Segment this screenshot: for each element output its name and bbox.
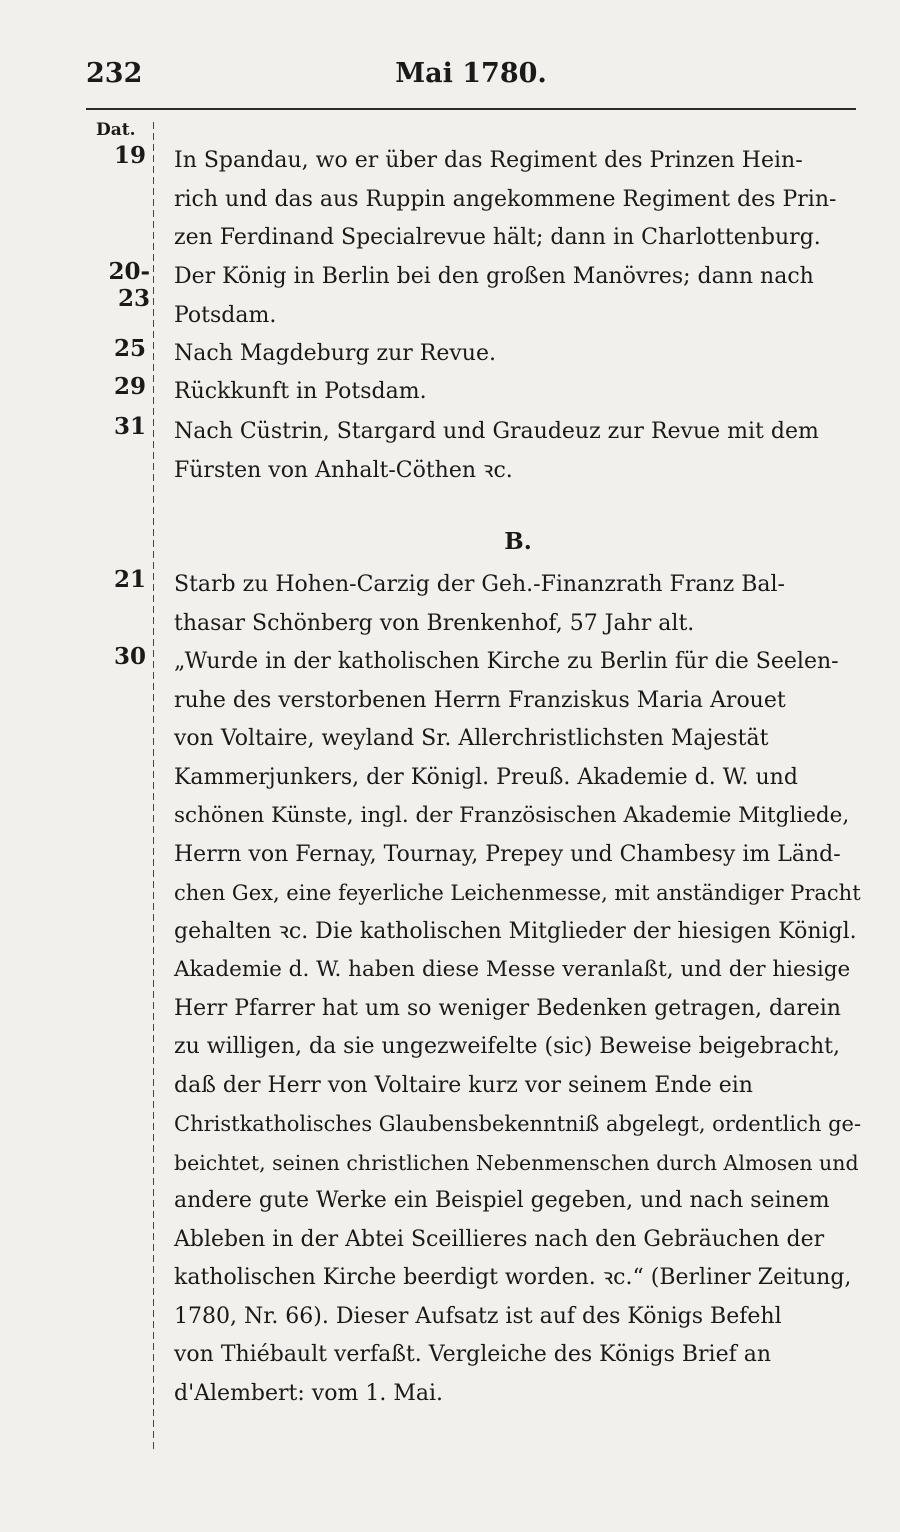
text-line: von Voltaire, weyland Sr. Allerchristlichsten Majestät bbox=[174, 726, 769, 751]
entry-text bbox=[174, 566, 864, 643]
text-line: Akademie d. W. haben diese Messe veranlaßt, und der hiesige bbox=[174, 957, 851, 982]
text-line: Der König in Berlin bei den großen Manövres; dann nach bbox=[174, 264, 814, 289]
text-line: 1780, Nr. 66). Dieser Aufsatz ist auf des Königs Befehl bbox=[174, 1303, 782, 1329]
text-line: katholischen Kirche beerdigt worden. ꝛc.“ (Berliner Zeitung, bbox=[174, 1265, 852, 1290]
entry-date: 21 bbox=[113, 566, 146, 593]
entry-date: 31 bbox=[113, 413, 146, 440]
entry-text bbox=[174, 258, 864, 335]
entry-text bbox=[174, 373, 864, 412]
text-line: zen Ferdinand Specialrevue hält; dann in Charlottenburg. bbox=[174, 225, 821, 250]
text-line: zu willigen, da sie ungezweifelte (sic) Beweise beigebracht, bbox=[174, 1034, 840, 1059]
text-line: Kammerjunkers, der Königl. Preuß. Akademie d. W. und bbox=[174, 764, 798, 790]
text-line: rich und das aus Ruppin angekommene Regiment des Prin- bbox=[174, 186, 837, 212]
date-column-label: Dat. bbox=[96, 120, 136, 140]
text-line: Fürsten von Anhalt-Cöthen ꝛc. bbox=[174, 457, 513, 483]
text-line: schönen Künste, ingl. der Französischen Akademie Mitgliede, bbox=[174, 803, 850, 828]
date-column-rule bbox=[153, 122, 154, 1452]
text-line: Christkatholisches Glaubensbekenntniß abgelegt, ordentlich ge- bbox=[174, 1112, 862, 1136]
running-title: Mai 1780. bbox=[395, 58, 547, 89]
entry-date: 30 bbox=[113, 643, 146, 670]
text-line: Rückkunft in Potsdam. bbox=[174, 379, 427, 404]
text-line: Herr Pfarrer hat um so weniger Bedenken getragen, darein bbox=[174, 995, 841, 1021]
entry-text bbox=[174, 413, 864, 490]
section-heading: B. bbox=[504, 528, 532, 555]
text-line: gehalten ꝛc. Die katholischen Mitglieder der hiesigen Königl. bbox=[174, 918, 857, 944]
text-line: daß der Herr von Voltaire kurz vor seinem Ende ein bbox=[174, 1072, 753, 1098]
text-line: beichtet, seinen christlichen Nebenmenschen durch Almosen und bbox=[174, 1150, 859, 1175]
header-rule bbox=[86, 108, 856, 110]
text-line: Nach Cüstrin, Stargard und Graudeuz zur Revue mit dem bbox=[174, 419, 819, 444]
text-line: Herrn von Fernay, Tournay, Prepey und Chambesy im Länd- bbox=[174, 841, 841, 867]
text-line: Potsdam. bbox=[174, 302, 277, 328]
page-header bbox=[86, 58, 856, 102]
entry-date: 20-23 bbox=[108, 258, 150, 312]
page-number: 232 bbox=[86, 58, 143, 89]
entry-date: 19 bbox=[113, 142, 146, 169]
text-line: thasar Schönberg von Brenkenhof, 57 Jahr alt. bbox=[174, 610, 695, 636]
text-line: In Spandau, wo er über das Regiment des Prinzen Hein- bbox=[174, 148, 803, 173]
text-line: d'Alembert: vom 1. Mai. bbox=[174, 1380, 443, 1406]
text-line: ruhe des verstorbenen Herrn Franziskus Maria Arouet bbox=[174, 687, 786, 713]
entry-text bbox=[174, 335, 864, 374]
entry-date: 29 bbox=[113, 373, 146, 400]
text-line: chen Gex, eine feyerliche Leichenmesse, mit anständiger Pracht bbox=[174, 881, 861, 905]
entry-date: 25 bbox=[113, 335, 146, 362]
text-line: Ableben in der Abtei Sceillieres nach den Gebräuchen der bbox=[174, 1226, 825, 1252]
entry-text bbox=[174, 142, 864, 258]
text-line: von Thiébault verfaßt. Vergleiche des Königs Brief an bbox=[174, 1342, 772, 1367]
entry-text bbox=[174, 643, 864, 1413]
text-line: „Wurde in der katholischen Kirche zu Berlin für die Seelen- bbox=[174, 649, 839, 674]
text-line: andere gute Werke ein Beispiel gegeben, und nach seinem bbox=[174, 1188, 830, 1213]
text-line: Nach Magdeburg zur Revue. bbox=[174, 341, 496, 366]
text-line: Starb zu Hohen-Carzig der Geh.-Finanzrath Franz Bal- bbox=[174, 572, 785, 597]
